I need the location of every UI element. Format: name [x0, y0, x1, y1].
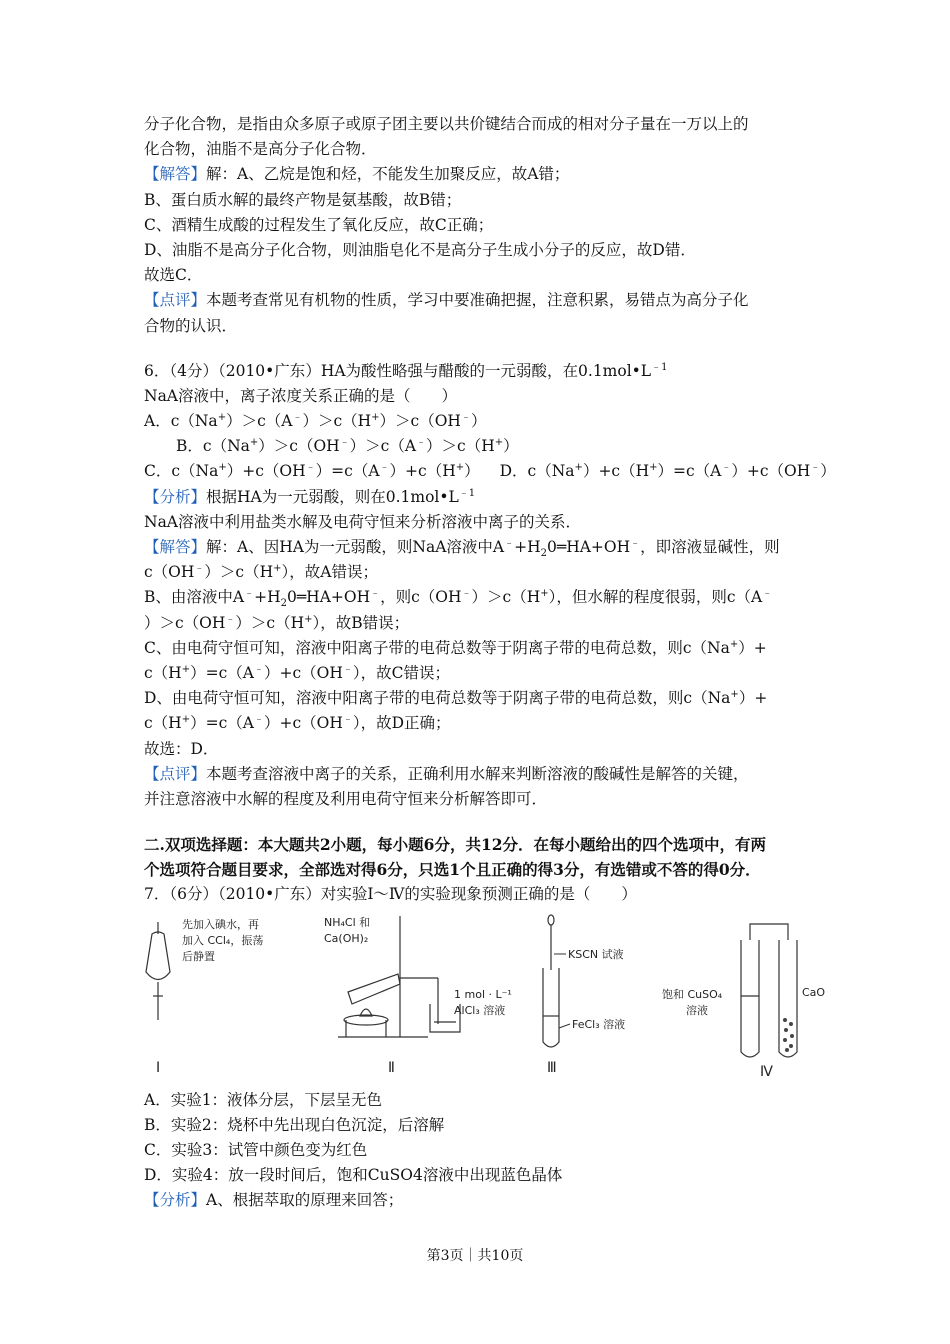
apparatus-svg — [138, 912, 838, 1082]
q7-option-d: D．实验4：放一段时间后，饱和CuSO4溶液中出现蓝色晶体 — [144, 1166, 563, 1185]
comment-tag: 【点评】 — [144, 764, 207, 783]
comment-text: 本题考查溶液中离子的关系，正确利用水解来判断溶液的酸碱性是解答的关键， — [206, 764, 749, 783]
text-line: 故选C． — [144, 266, 203, 285]
comment-line — [144, 762, 824, 787]
question-6-stem — [144, 359, 824, 384]
question-7-stem: 7．（6分）（2010•广东）对实验Ⅰ～Ⅳ的实验现象预测正确的是（ ） — [144, 885, 637, 904]
document-body — [144, 112, 836, 1214]
text-line: 故选：D． — [144, 739, 219, 758]
text-span: c（H — [144, 663, 182, 682]
text-line: 化合物，油脂不是高分子化合物． — [144, 140, 377, 159]
text-span: c（OH — [144, 563, 195, 582]
text-line: c（OH﹣）＞c（H+），故A错误； — [144, 563, 378, 582]
q7-option-a: A．实验1：液体分层，下层呈无色 — [144, 1090, 383, 1109]
text-line: B、蛋白质水解的最终产物是氨基酸，故B错； — [144, 190, 462, 209]
text-line: c（H+）=c（A﹣）+c（OH﹣），故D正确； — [144, 714, 451, 733]
page-footer: 第3页｜共10页 — [426, 1248, 524, 1264]
pointer-line — [559, 1024, 570, 1028]
option-text: D．c（Na — [499, 462, 575, 481]
label-ii-1: NH₄Cl 和 — [324, 915, 371, 929]
text-line: C、由电荷守恒可知，溶液中阳离子带的电荷总数等于阴离子带的电荷总数，则c（Na+）+ — [144, 638, 767, 657]
question-6-stem: NaA溶液中，离子浓度关系正确的是（ ） — [144, 386, 457, 405]
option-text: B．c（Na — [176, 437, 250, 456]
superscript: ﹣1 — [651, 361, 668, 373]
q6-stem-text: 6．（4分）（2010•广东）HA为酸性略强与醋酸的一元弱酸，在0.1mol•L — [144, 361, 652, 380]
analysis-text: A、根据萃取的原理来回答； — [206, 1191, 404, 1210]
roman-iii: Ⅲ — [547, 1059, 557, 1076]
label-ii-2: Ca(OH)₂ — [324, 931, 369, 945]
text-line: 分子化合物，是指由众多原子或原子团主要以共价键结合而成的相对分子量在一万以上的 — [144, 115, 749, 133]
comment-tag: 【点评】 — [144, 291, 207, 310]
answer-text: 解：A、乙烷是饱和烃，不能发生加聚反应，故A错； — [206, 165, 570, 184]
option-a: A．c（Na+）＞c（A﹣）＞c（H+）＞c（OH﹣） — [144, 411, 487, 431]
text-span: D、由电荷守恒可知，溶液中阳离子带的电荷总数等于阴离子带的电荷总数，则c（Na — [144, 689, 731, 708]
label-i-2: 加入 CCl₄，振荡 — [182, 933, 264, 947]
experiment-figure — [138, 912, 838, 1082]
label-ii-4: AlCl₃ 溶液 — [454, 1003, 506, 1017]
option-text: C．c（Na — [144, 462, 219, 481]
separatory-funnel-icon — [146, 922, 170, 1020]
option-b: B．c（Na+）＞c（OH﹣）＞c（A﹣）＞c（H+） — [176, 437, 519, 456]
text-line: c（H+）=c（A﹣）+c（OH﹣），故C错误； — [144, 663, 450, 682]
q7-option-b: B．实验2：烧杯中先出现白色沉淀，后溶解 — [144, 1115, 445, 1134]
section-heading: 个选项符合题目要求，全部选对得6分，只选1个且正确的得3分，有选错或不答的得0分． — [144, 860, 761, 880]
analysis-tag: 【分析】 — [144, 487, 207, 506]
answer-line — [144, 162, 824, 187]
analysis-text: 根据HA为一元弱酸，则在0.1mol•L — [206, 487, 459, 506]
option-text: A．c（Na — [144, 412, 218, 431]
text-span: C、由电荷守恒可知，溶液中阳离子带的电荷总数等于阴离子带的电荷总数，则c（Na — [144, 638, 730, 657]
text-span: B、由溶液中A — [144, 588, 245, 607]
label-iv-3: CaO — [802, 985, 826, 999]
answer-text: 解：A、因HA为一元弱酸，则NaA溶液中A — [206, 538, 505, 556]
text-line: NaA溶液中利用盐类水解及电荷守恒来分析溶液中离子的关系． — [144, 512, 581, 531]
label-ii-3: 1 mol · L⁻¹ — [454, 987, 512, 1001]
analysis-line — [144, 1188, 824, 1213]
label-i-3: 后静置 — [182, 949, 215, 963]
connected-tubes-icon — [741, 924, 797, 1057]
section-heading: 二.双项选择题：本大题共2小题，每小题6分，共12分．在每小题给出的四个选项中，有两 — [144, 835, 767, 855]
analysis-line — [144, 485, 824, 510]
text-line: 并注意溶液中水解的程度及利用电荷守恒来分析解答即可． — [144, 789, 548, 808]
roman-ii: Ⅱ — [388, 1059, 395, 1076]
text-line: D、由电荷守恒可知，溶液中阳离子带的电荷总数等于阴离子带的电荷总数，则c（Na+）+ — [144, 688, 768, 708]
text-line: D、油脂不是高分子化合物，则油脂皂化不是高分子生成小分子的反应，故D错． — [144, 240, 696, 259]
text-line: ）＞c（OH﹣）＞c（H+），故B错误； — [144, 613, 410, 632]
roman-iv: Ⅳ — [760, 1063, 773, 1080]
comment-text: 本题考查常见有机物的性质，学习中要准确把握，注意积累，易错点为高分子化 — [206, 291, 749, 310]
text-span: ）＞c（OH — [144, 613, 226, 632]
label-i-1: 先加入碘水，再 — [182, 917, 259, 931]
answer-tag: 【解答】 — [144, 538, 207, 556]
analysis-tag: 【分析】 — [144, 1191, 207, 1210]
label-iii-2: FeCl₃ 溶液 — [572, 1017, 626, 1031]
label-iv-2: 溶液 — [686, 1003, 708, 1017]
q7-option-c: C．实验3：试管中颜色变为红色 — [144, 1141, 368, 1159]
comment-line — [144, 288, 824, 313]
text-line: B、由溶液中$A^﹣+H_20═HA+OH^﹣$，则c（OH﹣）＞c（H+），但水解的程度很弱，则c（A﹣ — [144, 588, 773, 610]
superscript: ﹣1 — [458, 487, 476, 499]
answer-tag: 【解答】 — [144, 165, 207, 184]
text-line: C、酒精生成酸的过程发生了氧化反应，故C正确； — [144, 215, 494, 234]
test-tube-dropper-icon — [543, 915, 559, 1047]
text-span: c（H — [144, 714, 182, 733]
roman-i: Ⅰ — [156, 1059, 161, 1076]
answer-line: 【解答】解：A、因HA为一元弱酸，则NaA溶液中$A^﹣+H_20═HA+OH^﹣$，即溶液显碱性，则 — [144, 537, 780, 560]
option-c-d: C．c（Na+）+c（OH﹣）=c（A﹣）+c（H+） D．c（Na+）+c（H+）=c（A﹣）+c（OH﹣） — [144, 462, 836, 481]
label-iii-1: KSCN 试液 — [568, 947, 624, 961]
label-iv-1: 饱和 CuSO₄ — [662, 987, 723, 1001]
cao-solid — [783, 1018, 794, 1052]
text-line: 合物的认识． — [144, 316, 238, 335]
